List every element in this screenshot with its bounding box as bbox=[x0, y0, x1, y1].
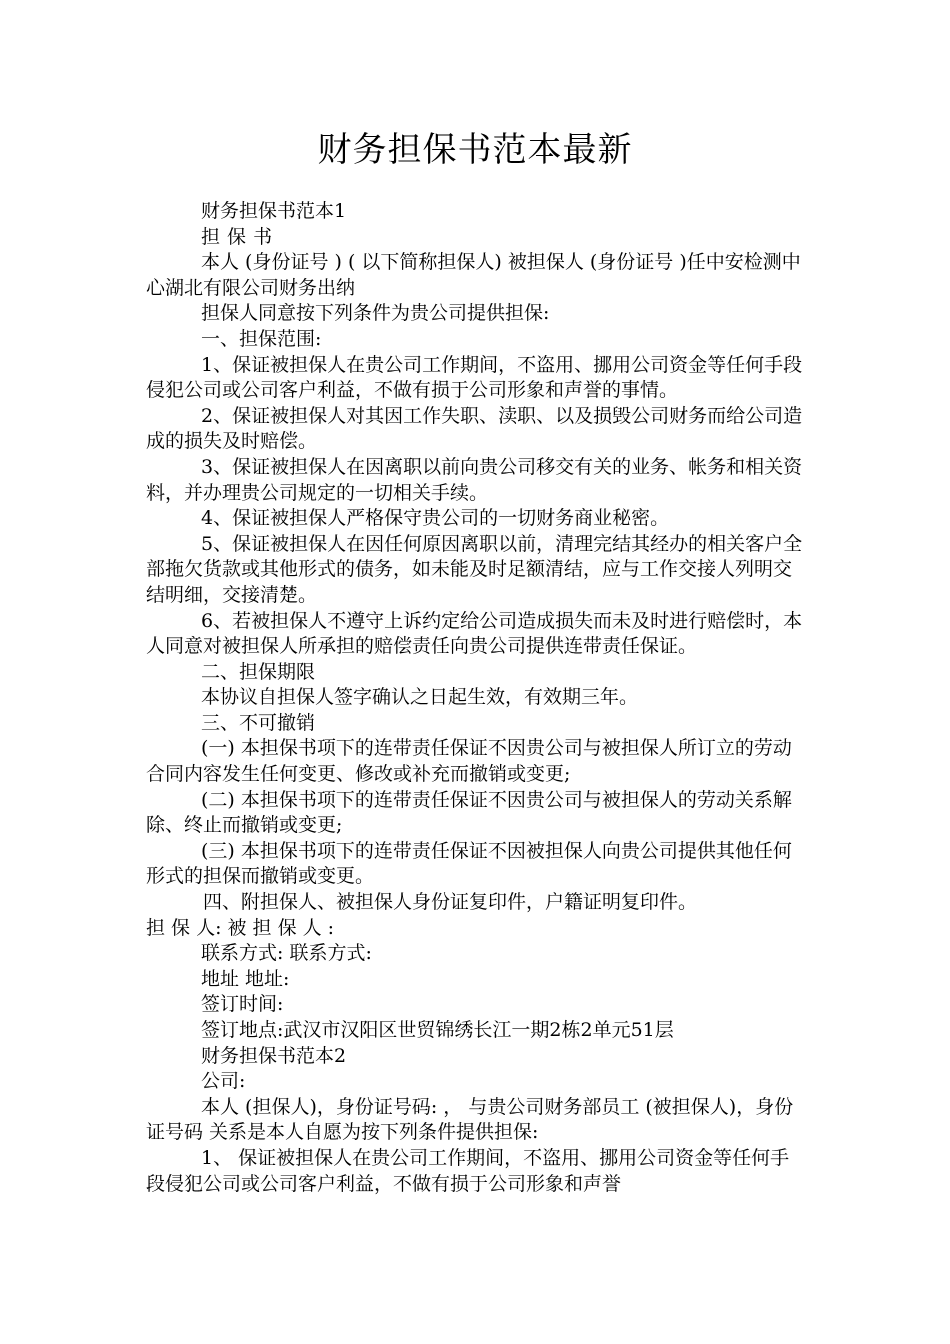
list-item: (一) 本担保书项下的连带责任保证不因贵公司与被担保人所订立的劳动合同内容发生任何变更、修改或补充而撤销或变更; bbox=[146, 737, 792, 786]
paragraph: 本人 (担保人)，身份证号码: ， 与贵公司财务部员工 (被担保人)，身份证号码 关系是本人自愿为按下列条件提供担保: bbox=[146, 1095, 794, 1144]
list-item: 4、保证被担保人严格保守贵公司的一切财务商业秘密。 bbox=[201, 507, 670, 530]
section-heading: 二、担保期限 bbox=[201, 660, 316, 683]
sign-location-line: 签订地点:武汉市汉阳区世贸锦绣长江一期2栋2单元51层 bbox=[201, 1019, 674, 1041]
list-item: (三) 本担保书项下的连带责任保证不因被担保人向贵公司提供其他任何形式的担保而撤销或变更。 bbox=[146, 839, 792, 888]
sign-date-line: 签订时间: bbox=[201, 993, 284, 1016]
section-heading: 三、不可撤销 bbox=[201, 711, 316, 734]
section-heading: 财务担保书范本1 bbox=[201, 200, 347, 222]
signature-line: 担 保 人: 被 担 保 人 : bbox=[146, 916, 335, 939]
list-item: (二) 本担保书项下的连带责任保证不因贵公司与被担保人的劳动关系解 除、终止而撤销或变更; bbox=[146, 788, 792, 837]
list-item: 2、保证被担保人对其因工作失职、渎职、以及损毁公司财务而给公司造成的损失及时赔偿。 bbox=[146, 404, 803, 453]
list-item: 1、 保证被担保人在贵公司工作期间，不盗用、挪用公司资金等任何手段侵犯公司或公司客户利益，不做有损于公司形象和声誉 bbox=[146, 1146, 790, 1195]
contact-line: 联系方式: 联系方式: bbox=[201, 942, 372, 965]
document-title: 财务担保书范本最新 bbox=[317, 130, 633, 170]
list-item: 1、保证被担保人在贵公司工作期间，不盗用、挪用公司资金等任何手段侵犯公司或公司客户利益，不做有损于公司形象和声誉的事情。 bbox=[146, 353, 803, 402]
section-heading: 财务担保书范本2 bbox=[201, 1044, 347, 1067]
paragraph: 公司: bbox=[201, 1070, 246, 1093]
document-subtitle: 担 保 书 bbox=[201, 225, 273, 248]
address-line: 地址 地址: bbox=[201, 967, 290, 990]
list-item: 3、保证被担保人在因离职以前向贵公司移交有关的业务、帐务和相关资料，并办理贵公司规定的一切相关手续。 bbox=[146, 455, 803, 504]
paragraph: 担保人同意按下列条件为贵公司提供担保: bbox=[201, 302, 550, 325]
paragraph: 本协议自担保人签字确认之日起生效，有效期三年。 bbox=[201, 686, 639, 709]
paragraph: 四、附担保人、被担保人身份证复印件，户籍证明复印件。 bbox=[203, 891, 698, 914]
list-item: 6、若被担保人不遵守上诉约定给公司造成损失而未及时进行赔偿时，本人同意对被担保人所承担的赔偿责任向贵公司提供连带责任保证。 bbox=[146, 609, 803, 658]
paragraph: 本人 (身份证号 ) ( 以下简称担保人) 被担保人 (身份证号 )任中安检测中心湖北有限公司财务出纳 bbox=[146, 251, 801, 299]
list-item: 5、保证被担保人在因任何原因离职以前，清理完结其经办的相关客户全部拖欠货款或其他形式的债务，如未能及时足额清结，应与工作交接人列明交结明细，交接清楚。 bbox=[146, 532, 803, 606]
section-heading: 一、担保范围: bbox=[201, 327, 322, 350]
document-body bbox=[146, 199, 808, 1197]
